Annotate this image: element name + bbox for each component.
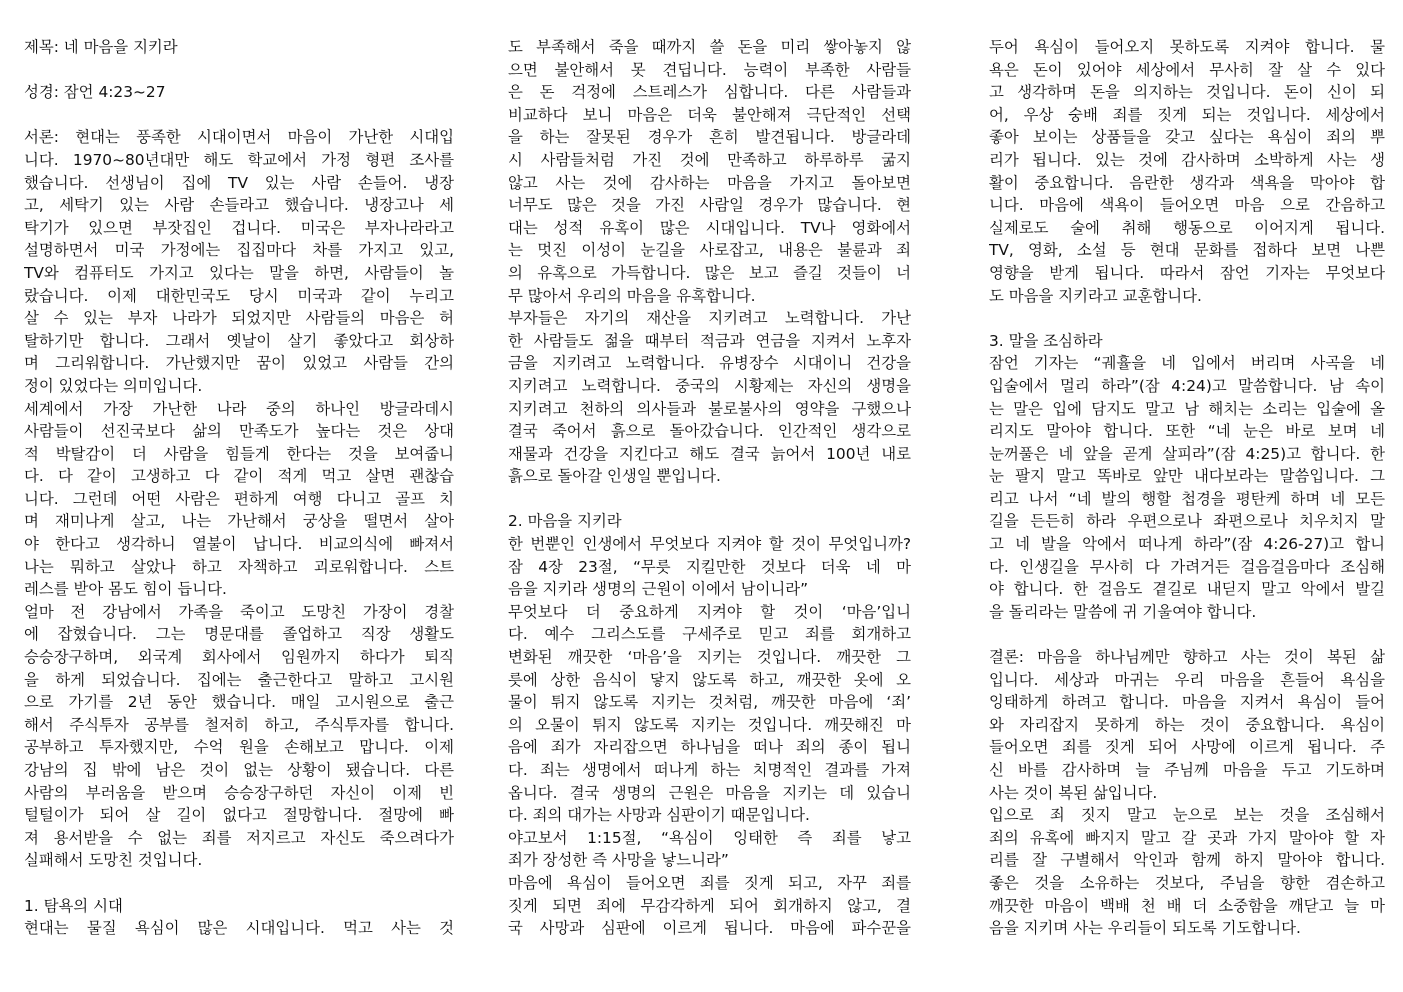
text-line: 죄가 장성한 즉 사망을 낳느니라” [508, 851, 729, 870]
text-line: 정이 있었다는 의미입니다. [24, 376, 203, 395]
text-line: 잉태하게 하려고 합니다. 마음을 지켜서 욕심이 들어 [989, 693, 1385, 712]
text-line: 결국 죽어서 흙으로 돌아갔습니다. 인간적인 생각으로 [508, 422, 911, 441]
text-line: 결론: 마음을 하나님께만 향하고 사는 것이 복된 삶 [989, 648, 1385, 667]
text-column-1 [24, 36, 454, 940]
text-line: 는 멋진 이성이 눈길을 사로잡고, 내용은 불륜과 죄 [508, 241, 911, 260]
text-line: 눈 팔지 말고 똑바로 앞만 내다보라는 말씀입니다. 그 [989, 467, 1385, 486]
text-line: 무 많아서 우리의 마음을 유혹합니다. [508, 286, 756, 305]
text-line: 와 자리잡지 못하게 하는 것이 중요합니다. 욕심이 [989, 715, 1385, 734]
text-line: 랐습니다. 이제 대한민국도 당시 미국과 같이 누리고 [24, 286, 454, 305]
text-line: 을 하게 되었습니다. 집에는 출근한다고 말하고 고시원 [24, 670, 454, 689]
text-line: 시 사람들처럼 가진 것에 만족하고 하루하루 굶지 [508, 150, 911, 169]
text-line: 했습니다. 선생님이 집에 TV 있는 사람 손들어. 냉장 [24, 173, 454, 192]
text-line: 는 말은 입에 담지도 말고 남 해치는 소리는 입술에 올 [989, 399, 1385, 418]
text-line: 리고 나서 “네 발의 행할 첩경을 평탄케 하며 네 모든 [989, 489, 1385, 508]
text-line: 3. 말을 조심하라 [989, 331, 1103, 350]
text-line: 해서 주식투자 공부를 철저히 하고, 주식투자를 합니다. [24, 715, 454, 734]
text-line: 다. 인생길을 무사히 다 가려거든 걸음걸음마다 조심해 [989, 557, 1385, 576]
text-line: 서론: 현대는 풍족한 시대이면서 마음이 가난한 시대입 [24, 128, 454, 147]
text-line: 리를 잘 구별해서 악인과 함께 하지 말아야 합니다. [989, 851, 1385, 870]
text-line: 흙으로 돌아갈 인생일 뿐입니다. [508, 467, 721, 486]
text-line: 레스를 받아 몸도 힘이 듭니다. [24, 580, 227, 599]
text-line: 깨끗한 마음이 백배 천 배 더 소중함을 깨닫고 늘 마 [989, 896, 1385, 915]
text-line: 다. 죄의 대가는 사망과 심판이기 때문입니다. [508, 806, 810, 825]
text-line: 욕은 돈이 있어야 세상에서 무사히 잘 살 수 있다 [989, 60, 1385, 79]
text-line: 눈꺼풀은 네 앞을 곧게 살피라”(잠 4:25)고 합니다. 한 [989, 444, 1385, 463]
text-line: 사람의 부러움을 받으며 승승장구하던 자신이 이제 빈 [24, 783, 454, 802]
text-line: 2. 마음을 지키라 [508, 512, 622, 531]
text-line: 얼마 전 강남에서 가족을 죽이고 도망친 가장이 경찰 [24, 602, 454, 621]
text-line: 마음에 욕심이 들어오면 죄를 짓게 되고, 자꾸 죄를 [508, 873, 911, 892]
text-line: 도 마음을 지키라고 교훈합니다. [989, 286, 1202, 305]
text-line: 짓게 되면 죄에 무감각하게 되어 회개하지 않고, 결 [508, 896, 911, 915]
text-line: 두어 욕심이 들어오지 못하도록 지켜야 합니다. 물 [989, 38, 1385, 56]
text-line: 성경: 잠언 4:23~27 [24, 83, 166, 102]
text-line: 들어오면 죄를 짓게 되어 사망에 이르게 됩니다. 주 [989, 738, 1385, 757]
text-line: TV와 컴퓨터도 가지고 있다는 말을 하면, 사람들이 놀 [24, 263, 454, 282]
text-line: 부자들은 자기의 재산을 지키려고 노력합니다. 가난 [508, 309, 911, 328]
text-line: 니다. 1970~80년대만 해도 학교에서 가정 형편 조사를 [24, 150, 454, 169]
text-line: 신 바를 감사하며 늘 주님께 마음을 두고 기도하며 [989, 761, 1385, 779]
text-line: 실패해서 도망친 것입니다. [24, 851, 203, 870]
text-line: 리지도 말아야 합니다. 또한 “네 눈은 바로 보며 네 [989, 422, 1385, 441]
text-line: TV, 영화, 소설 등 현대 문화를 접하다 보면 나쁜 [989, 241, 1385, 260]
text-line: 잠언 기자는 “궤휼을 네 입에서 버리며 사곡을 네 [989, 354, 1385, 373]
text-line: 털털이가 되어 살 길이 없다고 절망합니다. 절망에 빠 [24, 806, 454, 825]
text-line: 며 그리워합니다. 가난했지만 꿈이 있었고 사람들 간의 [24, 354, 454, 373]
text-line: 니다. 마음에 색욕이 들어오면 마음 으로 간음하고 [989, 196, 1385, 215]
text-line: 1. 탐욕의 시대 [24, 896, 123, 915]
text-line: 지키려고 노력합니다. 중국의 시황제는 자신의 생명을 [508, 376, 911, 395]
text-line: 대는 성적 유혹이 많은 시대입니다. TV나 영화에서 [508, 218, 911, 237]
blank-line [24, 104, 454, 127]
text-line: 의 오물이 튀지 않도록 지키는 것입니다. 깨끗해진 마 [508, 715, 911, 734]
text-line: 고, 세탁기 있는 사람 손들라고 했습니다. 냉장고나 세 [24, 196, 454, 215]
text-line: 며 재미나게 살고, 나는 가난해서 궁상을 떨면서 살아 [24, 512, 454, 531]
text-line: 금을 지키려고 노력합니다. 유병장수 시대이니 건강을 [508, 354, 911, 373]
text-line: 옵니다. 결국 생명의 근원은 마음을 지키는 데 있습니 [508, 783, 911, 802]
text-line: 살 수 있는 부자 나라가 되었지만 사람들의 마음은 허 [24, 309, 454, 328]
text-line: 물이 튀지 않도록 지키는 것처럼, 깨끗한 마음에 ‘죄’ [508, 693, 911, 712]
text-line: 활이 중요합니다. 음란한 생각과 색욕을 막아야 합 [989, 173, 1385, 192]
text-line: 입술에서 멀리 하라”(잠 4:24)고 말씀합니다. 남 속이 [989, 376, 1385, 395]
text-line: 사는 것이 복된 삶입니다. [989, 783, 1158, 802]
text-line: 무엇보다 더 중요하게 지켜야 할 것이 ‘마음’입니 [508, 602, 911, 621]
text-line: 재물과 건강을 지킨다고 해도 결국 늙어서 100년 내로 [508, 444, 911, 463]
text-line: 영향을 받게 됩니다. 따라서 잠언 기자는 무엇보다 [989, 263, 1385, 282]
blank-line [24, 59, 454, 82]
text-line: 현대는 물질 욕심이 많은 시대입니다. 먹고 사는 것 [24, 919, 454, 938]
text-line: 좋은 것을 소유하는 것보다, 주님을 향한 겸손하고 [989, 873, 1385, 892]
text-line: 고 생각하며 돈을 의지하는 것입니다. 돈이 신이 되 [989, 83, 1385, 102]
text-line: 않고 사는 것에 감사하는 마음을 가지고 돌아보면 [508, 173, 911, 192]
blank-line [989, 623, 1385, 646]
text-line: 을 돌리라는 말씀에 귀 기울여야 합니다. [989, 602, 1257, 621]
text-line: 다. 다 같이 고생하고 다 같이 적게 먹고 살면 괜찮습 [24, 467, 454, 486]
text-line: 음을 지키며 사는 우리들이 되도록 기도합니다. [989, 919, 1301, 938]
text-line: 사람들이 선진국보다 삶의 만족도가 높다는 것은 상대 [24, 422, 454, 441]
text-line: 으면 불안해서 못 견딥니다. 능력이 부족한 사람들 [508, 60, 911, 79]
blank-line [508, 488, 911, 511]
text-line: 강남의 집 밖에 남은 것이 없는 상황이 됐습니다. 다른 [24, 761, 454, 779]
text-line: 국 사망과 심판에 이르게 됩니다. 마음에 파수꾼을 [508, 919, 911, 938]
text-line: 실제로도 술에 취해 행동으로 이어지게 됩니다. [989, 218, 1385, 237]
text-line: 탈하기만 합니다. 그래서 옛날이 살기 좋았다고 회상하 [24, 331, 454, 350]
text-line: 야 한다고 생각하니 열불이 납니다. 비교의식에 빠져서 [24, 535, 454, 554]
text-column-3 [989, 36, 1385, 940]
text-line: 음에 죄가 자리잡으면 하나님을 떠나 죄의 종이 됩니 [508, 738, 911, 757]
text-line: 입으로 죄 짓지 말고 눈으로 보는 것을 조심해서 [989, 806, 1385, 825]
text-line: 에 잡혔습니다. 그는 명문대를 졸업하고 직장 생활도 [24, 625, 454, 644]
text-line: 승승장구하며, 외국계 회사에서 임원까지 하다가 퇴직 [24, 648, 454, 667]
text-line: 으로 가기를 2년 동안 했습니다. 매일 고시원으로 출근 [24, 693, 454, 712]
text-line: 음을 지키라 생명의 근원이 이에서 남이니라” [508, 580, 809, 599]
text-line: 설명하면서 미국 가정에는 집집마다 차를 가지고 있고, [24, 241, 454, 260]
text-line: 릇에 상한 음식이 닿지 않도록 하고, 깨끗한 옷에 오 [508, 670, 911, 689]
text-line: 지키려고 천하의 의사들과 불로불사의 영약을 구했으나 [508, 399, 911, 418]
text-column-2 [508, 36, 911, 940]
text-line: 의 유혹으로 가득합니다. 많은 보고 즐길 것들이 너 [508, 263, 911, 282]
text-line: 잠 4장 23절, “무릇 지킬만한 것보다 더욱 네 마 [508, 557, 911, 576]
text-line: 한 사람들도 젊을 때부터 적금과 연금을 지켜서 노후자 [508, 331, 911, 350]
text-line: 은 돈 걱정에 스트레스가 심합니다. 다른 사람들과 [508, 83, 911, 102]
blank-line [989, 307, 1385, 330]
text-line: 고 네 발을 악에서 떠나게 하라”(잠 4:26-27)고 합니 [989, 535, 1385, 554]
text-line: 죄의 유혹에 빠지지 말고 갈 곳과 가지 말아야 할 자 [989, 828, 1385, 847]
text-line: 좋아 보이는 상품들을 갖고 싶다는 욕심이 죄의 뿌 [989, 128, 1385, 147]
text-line: 다. 예수 그리스도를 구세주로 믿고 죄를 회개하고 [508, 625, 911, 644]
text-line: 세계에서 가장 가난한 나라 중의 하나인 방글라데시 [24, 399, 454, 418]
text-line: 공부하고 투자했지만, 수억 원을 손해보고 맙니다. 이제 [24, 738, 454, 757]
text-line: 나는 뭐하고 살았나 하고 자책하고 괴로워합니다. 스트 [24, 557, 454, 576]
text-line: 져 용서받을 수 없는 죄를 저지르고 자신도 죽으려다가 [24, 828, 454, 847]
text-line: 입니다. 세상과 마귀는 우리 마음을 흔들어 욕심을 [989, 670, 1385, 689]
text-line: 을 하는 잘못된 경우가 흔히 발견됩니다. 방글라데 [508, 128, 911, 147]
text-line: 다. 죄는 생명에서 떠나게 하는 치명적인 결과를 가져 [508, 761, 911, 779]
text-line: 어, 우상 숭배 죄를 짓게 되는 것입니다. 세상에서 [989, 105, 1385, 124]
text-line: 제목: 네 마음을 지키라 [24, 38, 178, 56]
text-line: 적 박탈감이 더 사람을 힘들게 한다는 것을 보여줍니 [24, 444, 454, 463]
blank-line [24, 872, 454, 895]
text-line: 변화된 깨끗한 ‘마음’을 지키는 것입니다. 깨끗한 그 [508, 648, 911, 667]
text-line: 니다. 그런데 어떤 사람은 편하게 여행 다니고 골프 치 [24, 489, 454, 508]
text-line: 너무도 많은 것을 가진 사람일 경우가 많습니다. 현 [508, 196, 911, 215]
text-line: 야 합니다. 한 걸음도 곁길로 내딛지 말고 악에서 발길 [989, 580, 1385, 599]
text-line: 비교하다 보니 마음은 더욱 불안해져 극단적인 선택 [508, 105, 911, 124]
text-line: 길을 든든히 하라 우편으로나 좌편으로나 치우치지 말 [989, 512, 1385, 531]
text-line: 리가 됩니다. 있는 것에 감사하며 소박하게 사는 생 [989, 150, 1385, 169]
text-line: 도 부족해서 죽을 때까지 쓸 돈을 미리 쌓아놓지 않 [508, 38, 911, 56]
text-line: 탁기가 있으면 부잣집인 겁니다. 미국은 부자나라라고 [24, 218, 454, 237]
text-line: 야고보서 1:15절, “욕심이 잉태한 즉 죄를 낳고 [508, 828, 911, 847]
text-line: 한 번뿐인 인생에서 무엇보다 지켜야 할 것이 무엇입니까? [508, 535, 911, 554]
